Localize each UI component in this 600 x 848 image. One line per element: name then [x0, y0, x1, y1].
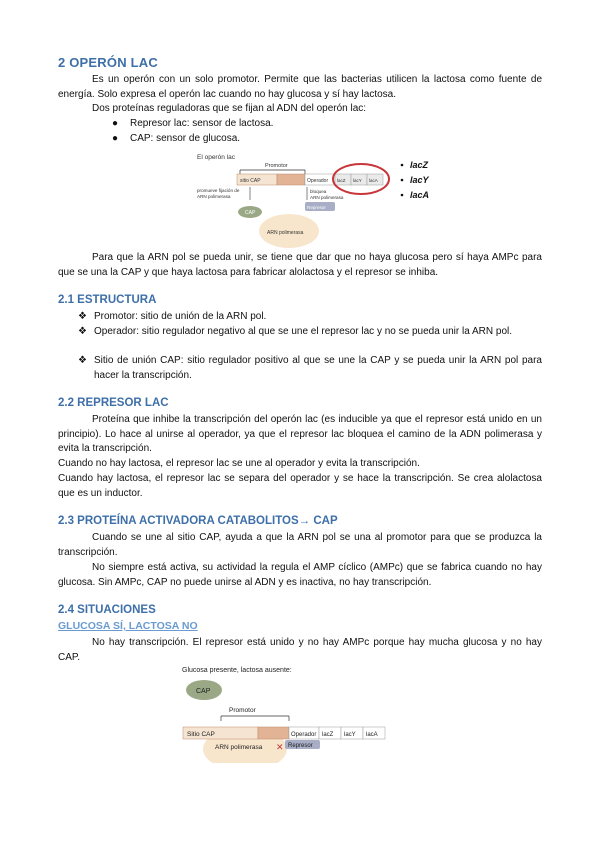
sitio-cap-label: sitio CAP: [240, 178, 261, 184]
intro-paragraph-3: Para que la ARN pol se pueda unir, se tiene que dar que no haya glucosa pero sí haya AMPc para que se una la CAP y que haya lactosa para fabricar alolactosa y el represor se inhiba.: [58, 252, 542, 278]
gene-label-y: lacY: [410, 175, 429, 185]
heading-estructura: 2.1 ESTRUCTURA: [58, 294, 157, 306]
situacion-paragraph-1: No hay transcripción. El represor está unido y no hay AMPc porque hay mucha glucosa y no hay CAP.: [58, 637, 542, 663]
heading-cap: 2.3 PROTEÍNA ACTIVADORA CATABOLITOS→ CAP: [58, 515, 338, 527]
right-note-1: bloquea: [310, 189, 327, 194]
diamond-bullet-icon: ❖: [78, 326, 87, 337]
gene-y-label: lacY: [344, 732, 356, 738]
estructura-item-3: Sitio de unión CAP: sitio regulador positivo al que se une la CAP y se pueda unir la ARN pol para hacer la transcripción.: [94, 355, 542, 381]
right-note-2: ARN polimerasa: [310, 195, 344, 200]
estructura-item-2: Operador: sitio regulador negativo al que se une el represor lac y no se pueda unir la ARN pol.: [94, 326, 513, 337]
bullet-represor: Represor lac: sensor de lactosa.: [130, 118, 274, 129]
arn-pol-label: ARN polimerasa: [267, 230, 304, 236]
gene-z-label: lacZ: [337, 178, 346, 183]
gene-a-label: lacA: [366, 732, 378, 738]
cap-paragraph-2: No siempre está activa, su actividad la regula el AMP cíclico (AMPc) que se fabrica cuando no hay glucosa. Sin AMPc, CAP no puede unirse al ADN y es inactiva, no hay transcripción.: [58, 562, 542, 588]
represor-paragraph-3: Cuando hay lactosa, el represor lac se separa del operador y se hace la transcripción. Se crea alolactosa que es un inductor.: [58, 473, 542, 499]
gene-label-z: lacZ: [410, 160, 429, 170]
operador-label: Operador: [307, 178, 329, 184]
diamond-bullet-icon: ❖: [78, 355, 87, 366]
block-cross-icon: ✕: [276, 742, 284, 752]
gene-a-label: lacA: [369, 178, 378, 183]
cap-label: CAP: [245, 210, 256, 216]
operador-label: Operador: [291, 732, 317, 738]
promoter-label: Promotor: [229, 707, 256, 714]
glucose-present-diagram: [175, 663, 395, 763]
gene-label-a: lacA: [410, 190, 430, 200]
diagram2-title: Glucosa presente, lactosa ausente:: [182, 667, 292, 674]
represor-label: Represor: [288, 743, 313, 749]
sitio-cap-label: Sitio CAP: [187, 731, 215, 738]
heading-situaciones: 2.4 SITUACIONES: [58, 604, 156, 616]
represor-paragraph-2: Cuando no hay lactosa, el represor lac se une al operador y evita la transcripción.: [58, 458, 420, 469]
gene-z-label: lacZ: [322, 732, 334, 738]
represor-paragraph-1: Proteína que inhibe la transcripción del operón lac (es inducible ya que el represor está unido en un principio). Lo hace al unirse al operador, ya que el represor lac bloquea el camino de la ADN polimerasa y evita la transcripción.: [58, 414, 542, 454]
cap-paragraph-1: Cuando se une al sitio CAP, ayuda a que la ARN pol se una al promotor para que se produzca la transcripción.: [58, 532, 542, 558]
intro-paragraph-1: Es un operón con un solo promotor. Permite que las bacterias utilicen la lactosa como fuente de energía. Solo expresa el operón lac cuando no hay glucosa y sí hay lactosa.: [58, 74, 542, 100]
left-note-2: ARN polimerasa: [197, 194, 231, 199]
left-note-1: promueve fijación de: [197, 188, 240, 193]
gene-y-label: lacY: [353, 178, 362, 183]
estructura-item-1: Promotor: sitio de unión de la ARN pol.: [94, 311, 267, 322]
section-title: 2 OPERÓN LAC: [58, 55, 158, 70]
diagram-title: El operón lac: [197, 154, 235, 161]
cap-label: CAP: [196, 688, 211, 695]
bullet-dot-icon: ●: [112, 118, 119, 129]
represor-label: Represor: [307, 205, 326, 210]
lac-operon-diagram: [195, 150, 445, 248]
subheading-glucosa-si-lactosa-no: GLUCOSA SÍ, LACTOSA NO: [58, 620, 198, 632]
heading-represor-lac: 2.2 REPRESOR LAC: [58, 397, 169, 409]
promoter-box: [277, 174, 305, 185]
intro-paragraph-2: Dos proteínas reguladoras que se fijan al ADN del operón lac:: [92, 103, 367, 114]
diamond-bullet-icon: ❖: [78, 311, 87, 322]
bullet-dot-icon: ●: [112, 133, 119, 144]
arn-pol-label: ARN polimerasa: [215, 744, 263, 751]
promoter-box: [258, 727, 289, 739]
promoter-label: Promotor: [265, 163, 288, 169]
bullet-cap: CAP: sensor de glucosa.: [130, 133, 241, 144]
